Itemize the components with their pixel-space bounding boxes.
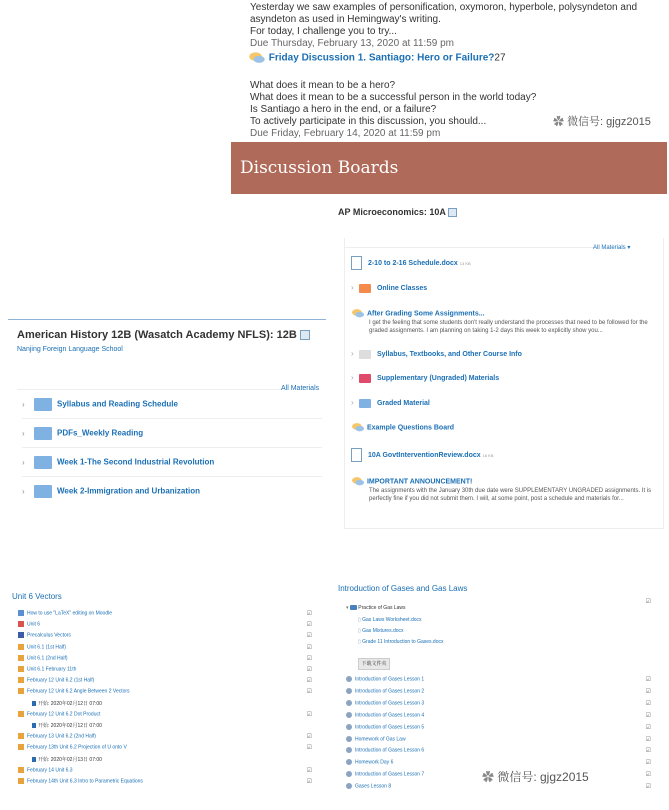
completion-checkbox[interactable]: ☑: [306, 779, 312, 785]
file-item[interactable]: ▯ Gas Mixtures.docx: [358, 628, 404, 634]
list-item[interactable]: [346, 676, 651, 685]
list-item[interactable]: [18, 610, 318, 619]
document-icon: [351, 448, 362, 462]
list-item[interactable]: › Syllabus, Textbooks, and Other Course Info: [351, 349, 522, 358]
course-title: American History 12B (Wasatch Academy NFLS): 12B: [17, 329, 310, 341]
discussion-text-line: Is Santiago a hero in the end, or a failure?: [250, 104, 437, 115]
discussion-bubble-icon: [351, 422, 365, 433]
discussion-text-line: To actively participate in this discussion, you should...: [250, 116, 487, 127]
list-item[interactable]: [18, 677, 318, 686]
activity-icon: [18, 767, 24, 773]
folder-icon: [350, 605, 357, 610]
list-item[interactable]: › Graded Material: [351, 398, 430, 407]
list-item[interactable]: [18, 666, 318, 675]
note-text: 开始: 2020年02月13日 07:00: [38, 756, 102, 763]
discussion-bubble-icon: [351, 308, 365, 319]
section-banner: Discussion Boards: [231, 142, 667, 194]
completion-checkbox[interactable]: ☑: [306, 622, 312, 629]
list-item[interactable]: [18, 778, 318, 787]
item-label: February 12 Unit 6.2 Angle Between 2 Vectors: [27, 688, 130, 695]
discussion-text-line: What does it mean to be a successful person in the world today?: [250, 92, 537, 103]
item-label: Introduction of Gases Lesson 7: [355, 771, 425, 778]
discussion-bubble-icon: [351, 476, 365, 487]
due-date: Due Thursday, February 13, 2020 at 11:59 pm: [250, 38, 455, 49]
materials-list: [344, 238, 664, 529]
note-text: 开始: 2020年02月12日 07:00: [38, 723, 102, 729]
completion-checkbox[interactable]: ☑: [645, 677, 651, 683]
section-title: Introduction of Gases and Gas Laws: [338, 584, 468, 593]
folder-icon: [34, 427, 52, 440]
item-label: Introduction of Gases Lesson 6: [355, 747, 425, 754]
list-item[interactable]: [18, 644, 318, 653]
all-materials-dropdown[interactable]: All Materials: [281, 385, 320, 392]
list-item[interactable]: [18, 621, 318, 630]
all-materials-dropdown[interactable]: All Materials ▾: [593, 245, 631, 251]
list-item[interactable]: [18, 632, 318, 641]
lesson-icon: [346, 724, 352, 730]
list-item[interactable]: [346, 700, 651, 709]
wechat-watermark: ✿ 微信号: gjgz2015: [482, 770, 589, 784]
availability-note: [18, 756, 332, 765]
activity-icon: [18, 621, 24, 627]
completion-checkbox[interactable]: ☑: [306, 734, 312, 741]
activity-icon: [18, 778, 24, 784]
completion-checkbox[interactable]: ☑: [306, 767, 312, 774]
completion-checkbox[interactable]: ☑: [306, 689, 312, 696]
list-item[interactable]: [346, 724, 651, 733]
lesson-icon: [346, 771, 352, 777]
wechat-watermark: ✿ 微信号: gjgz2015: [553, 116, 651, 128]
item-label: Homework Day 6: [355, 759, 394, 766]
item-label: Introduction of Gases Lesson 3: [355, 700, 425, 707]
activity-icon: [18, 688, 24, 694]
restriction-tag: [32, 701, 36, 706]
item-label: Introduction of Gases Lesson 2: [355, 688, 425, 695]
item-label: How to use "LaTeX" editing on Moodle: [27, 610, 112, 617]
list-item[interactable]: › Online Classes: [351, 283, 428, 292]
folder-icon: [359, 350, 371, 359]
item-label: Introduction of Gases Lesson 5: [355, 723, 425, 730]
list-item[interactable]: [18, 744, 318, 753]
activity-icon: [18, 644, 24, 650]
completion-checkbox[interactable]: ☑: [306, 644, 312, 651]
list-item[interactable]: › Syllabus and Reading Schedule: [22, 398, 322, 419]
item-label: Homework of Gas Law: [355, 735, 406, 742]
completion-checkbox[interactable]: ☑: [306, 711, 312, 718]
chevron-right-icon[interactable]: ›: [351, 398, 354, 407]
list-item[interactable]: [346, 688, 651, 697]
item-label: Introduction of Gases Lesson 4: [355, 712, 425, 719]
list-item[interactable]: Example Questions Board: [351, 422, 657, 433]
list-item[interactable]: [18, 688, 318, 697]
wechat-icon: ✿: [482, 770, 498, 784]
list-item[interactable]: [346, 712, 651, 721]
list-item[interactable]: › Week 1-The Second Industrial Revolution: [22, 456, 322, 477]
availability-note: [18, 722, 332, 731]
item-label: February 12 Unit 6.2 Dot Product: [27, 711, 101, 718]
completion-checkbox[interactable]: ☑: [645, 724, 651, 731]
chevron-right-icon[interactable]: ›: [22, 399, 25, 409]
completion-checkbox[interactable]: ☑: [645, 599, 651, 605]
file-item[interactable]: ▯ Gas Laws Worksheet.docx: [358, 617, 422, 623]
list-item[interactable]: After Grading Some Assignments... I get the feeling that some students don't really understand the processes that need to be followed for the graded assignments. I am planning on taking 1-2 days this week to explicitly show you...: [351, 308, 657, 335]
lesson-icon: [346, 712, 352, 718]
completion-checkbox[interactable]: ☑: [306, 633, 312, 640]
completion-checkbox[interactable]: ☑: [645, 736, 651, 743]
completion-checkbox[interactable]: ☑: [306, 667, 312, 673]
activity-icon: [18, 711, 24, 717]
activity-icon: [18, 744, 24, 750]
list-item[interactable]: 2-10 to 2-16 Schedule.docx 13 KB: [351, 256, 657, 270]
completion-checkbox[interactable]: ☑: [306, 655, 312, 662]
chevron-right-icon[interactable]: ›: [351, 349, 354, 358]
discussion-text-line: For today, I challenge you to try...: [250, 26, 397, 37]
item-label: February 13th Unit 6.2 Projection of U onto V: [27, 744, 127, 751]
vectors-course-panel: [8, 592, 326, 802]
section-title: Unit 6 Vectors: [12, 592, 62, 601]
folder-icon: [34, 485, 52, 498]
item-label: Unit 6.1 February 11th: [27, 666, 77, 673]
note-text: 开始: 2020年02月12日 07:00: [38, 700, 102, 707]
completion-checkbox[interactable]: ☑: [306, 611, 312, 617]
discussion-item[interactable]: [248, 51, 506, 65]
list-item[interactable]: › Supplementary (Ungraded) Materials: [351, 373, 500, 382]
folder-icon: [359, 374, 371, 383]
list-item[interactable]: › PDFs_Weekly Reading: [22, 427, 322, 448]
history-course-panel: [8, 319, 326, 520]
school-link[interactable]: Nanjing Foreign Language School: [17, 346, 123, 353]
item-label: Introduction of Gases Lesson 1: [355, 676, 425, 683]
completion-checkbox[interactable]: ☑: [645, 700, 651, 707]
restriction-tag: [32, 723, 36, 728]
list-item[interactable]: 10A GovtInterventionReview.docx 16 KB: [351, 448, 657, 462]
file-icon: ▯: [358, 639, 363, 645]
lesson-icon: [346, 700, 352, 706]
list-item[interactable]: IMPORTANT ANNOUNCEMENT! The assignments with the January 30th due date were SUPPLEMENTARY UNGRADED assignments. It is perfectly fine if you did not submit them. I will, at some point, post a schedule and materials for...: [351, 476, 657, 503]
completion-checkbox[interactable]: ☑: [306, 678, 312, 685]
completion-checkbox[interactable]: ☑: [645, 784, 651, 791]
item-label: Unit 6.1 (1st Half): [27, 643, 66, 650]
restriction-tag: [32, 757, 36, 762]
list-item[interactable]: [346, 747, 651, 756]
list-item[interactable]: [18, 655, 318, 664]
folder-icon: [359, 284, 371, 293]
item-description: The assignments with the January 30th due date were SUPPLEMENTARY UNGRADED assignments. It is perfectly fine if you did not submit them. I will, at some point, post a schedule and materials for...: [369, 488, 652, 502]
wechat-icon: ✿: [553, 116, 568, 128]
chevron-right-icon[interactable]: ›: [351, 373, 354, 382]
lesson-icon: [346, 783, 352, 789]
discussion-link[interactable]: Friday Discussion 1. Santiago: Hero or Failure?: [268, 52, 495, 64]
folder-item[interactable]: ▾ Practice of Gas Laws ☑: [346, 599, 651, 611]
lesson-icon: [346, 676, 352, 682]
activity-icon: [18, 733, 24, 739]
folder-icon: [34, 456, 52, 469]
completion-checkbox[interactable]: ☑: [645, 760, 651, 767]
folder-icon: [34, 398, 52, 411]
discussion-bubble-icon: [248, 51, 266, 65]
list-item[interactable]: [18, 767, 318, 776]
chevron-right-icon[interactable]: ›: [22, 428, 25, 438]
edit-icon[interactable]: [300, 330, 310, 340]
list-item[interactable]: [18, 733, 318, 742]
item-label: February 13 Unit 6.2 (2nd Half): [27, 733, 96, 740]
list-item[interactable]: [346, 736, 651, 745]
lesson-icon: [346, 736, 352, 742]
activity-icon: [18, 677, 24, 683]
item-label: Precalculus Vectors: [27, 632, 71, 639]
item-label: February 12 Unit 6.2 (1st Half): [27, 677, 95, 684]
file-icon: ▯: [358, 617, 363, 623]
completion-checkbox[interactable]: ☑: [645, 748, 651, 755]
discussion-count: 27: [494, 52, 506, 64]
discussion-text-line: Yesterday we saw examples of personification, oxymoron, hyperbole, polysyndeton and: [250, 2, 638, 13]
activity-icon: [18, 666, 24, 672]
list-item[interactable]: [346, 759, 651, 768]
item-label: Unit 6: [27, 621, 41, 628]
item-label: Unit 6.1 (2nd Half): [27, 655, 68, 662]
item-label: February 14th Unit 6.3 Intro to Parametric Equations: [27, 778, 143, 785]
list-item[interactable]: › Week 2-Immigration and Urbanization: [22, 485, 322, 505]
item-description: I get the feeling that some students don't really understand the processes that need to be followed for the graded assignments. I am planning on taking 1-2 days this week to explicitly show you...: [369, 320, 648, 334]
item-label: Gases Lesson 8: [355, 783, 392, 790]
edit-icon[interactable]: [448, 208, 457, 217]
list-item[interactable]: [18, 711, 318, 720]
chevron-right-icon[interactable]: ›: [22, 486, 25, 496]
completion-checkbox[interactable]: ☑: [645, 688, 651, 695]
lesson-icon: [346, 747, 352, 753]
discussion-list-panel: [231, 0, 667, 142]
due-date: Due Friday, February 14, 2020 at 11:59 pm: [250, 128, 441, 139]
chevron-right-icon[interactable]: ›: [22, 457, 25, 467]
lesson-icon: [346, 759, 352, 765]
completion-checkbox[interactable]: ☑: [306, 745, 312, 752]
file-item[interactable]: ▯ Grade 11 Introduction to Gases.docx: [358, 639, 444, 645]
activity-icon: [18, 610, 24, 616]
gases-course-panel: [332, 578, 667, 800]
activity-icon: [18, 655, 24, 661]
document-icon: [351, 256, 362, 270]
chevron-right-icon[interactable]: ›: [351, 283, 354, 292]
availability-note: [18, 700, 332, 709]
discussion-text-line: What does it mean to be a hero?: [250, 80, 396, 91]
ap-course-panel: [332, 198, 667, 531]
folder-icon: [359, 399, 371, 408]
course-title: AP Microeconomics: 10A: [338, 207, 457, 217]
file-icon: ▯: [358, 628, 363, 634]
completion-checkbox[interactable]: ☑: [645, 772, 651, 779]
download-folder-button[interactable]: 下载文件夹: [358, 658, 390, 670]
lesson-icon: [346, 688, 352, 694]
activity-icon: [18, 632, 24, 638]
item-label: February 14 Unit 6.3: [27, 767, 73, 774]
completion-checkbox[interactable]: ☑: [645, 712, 651, 719]
discussion-text-line: asyndeton as used in Hemingway's writing.: [250, 14, 441, 25]
